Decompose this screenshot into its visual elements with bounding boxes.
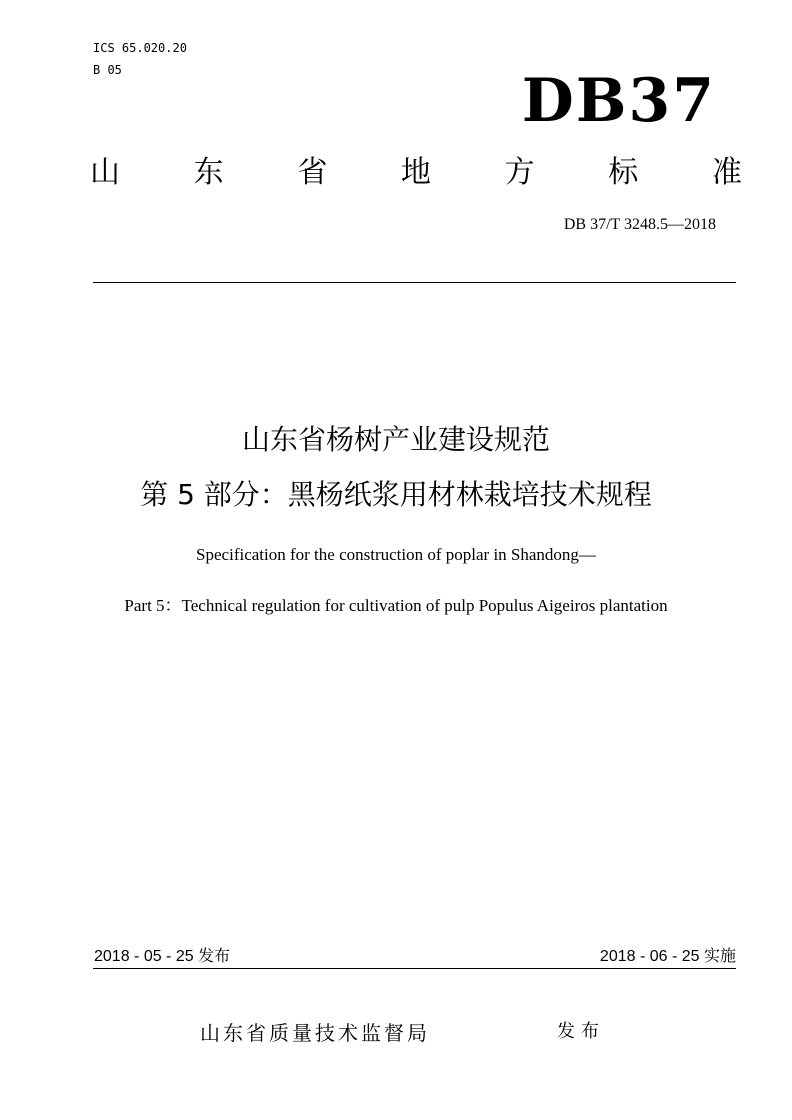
standard-type-char: 山 — [90, 155, 120, 190]
standard-type-char: 方 — [504, 155, 535, 190]
implementation-date: 2018 - 06 - 25 实施 — [599, 948, 736, 965]
title-en-line2: Part 5：Technical regulation for cultivation of pulp Populus Aigeiros plantation — [124, 596, 668, 615]
footer-divider — [93, 968, 736, 969]
ccs-code: B 05 — [93, 63, 122, 77]
standard-type-char: 省 — [297, 155, 328, 190]
title-cn-line1: 山东省杨树产业建设规范 — [241, 423, 550, 456]
issue-date: 2018 - 05 - 25 发布 — [94, 948, 231, 965]
standard-type-char: 东 — [193, 155, 224, 190]
standard-type-heading — [90, 153, 742, 193]
standard-type-char: 地 — [400, 155, 431, 190]
issue-label: 发布 — [557, 1021, 605, 1042]
header-divider — [93, 282, 736, 283]
ics-code: ICS 65.020.20 — [93, 41, 187, 55]
issuing-authority: 山东省质量技术监督局 — [200, 1021, 430, 1045]
standard-type-char: 标 — [608, 155, 639, 190]
title-en-line1: Specification for the construction of poplar in Shandong— — [196, 545, 596, 564]
title-cn-line2: 第 5 部分：黑杨纸浆用材林栽培技术规程 — [140, 478, 652, 511]
standard-number: DB 37/T 3248.5—2018 — [563, 216, 716, 233]
standard-type-char: 准 — [711, 155, 742, 190]
standard-code-logo: DB37 — [521, 66, 716, 136]
